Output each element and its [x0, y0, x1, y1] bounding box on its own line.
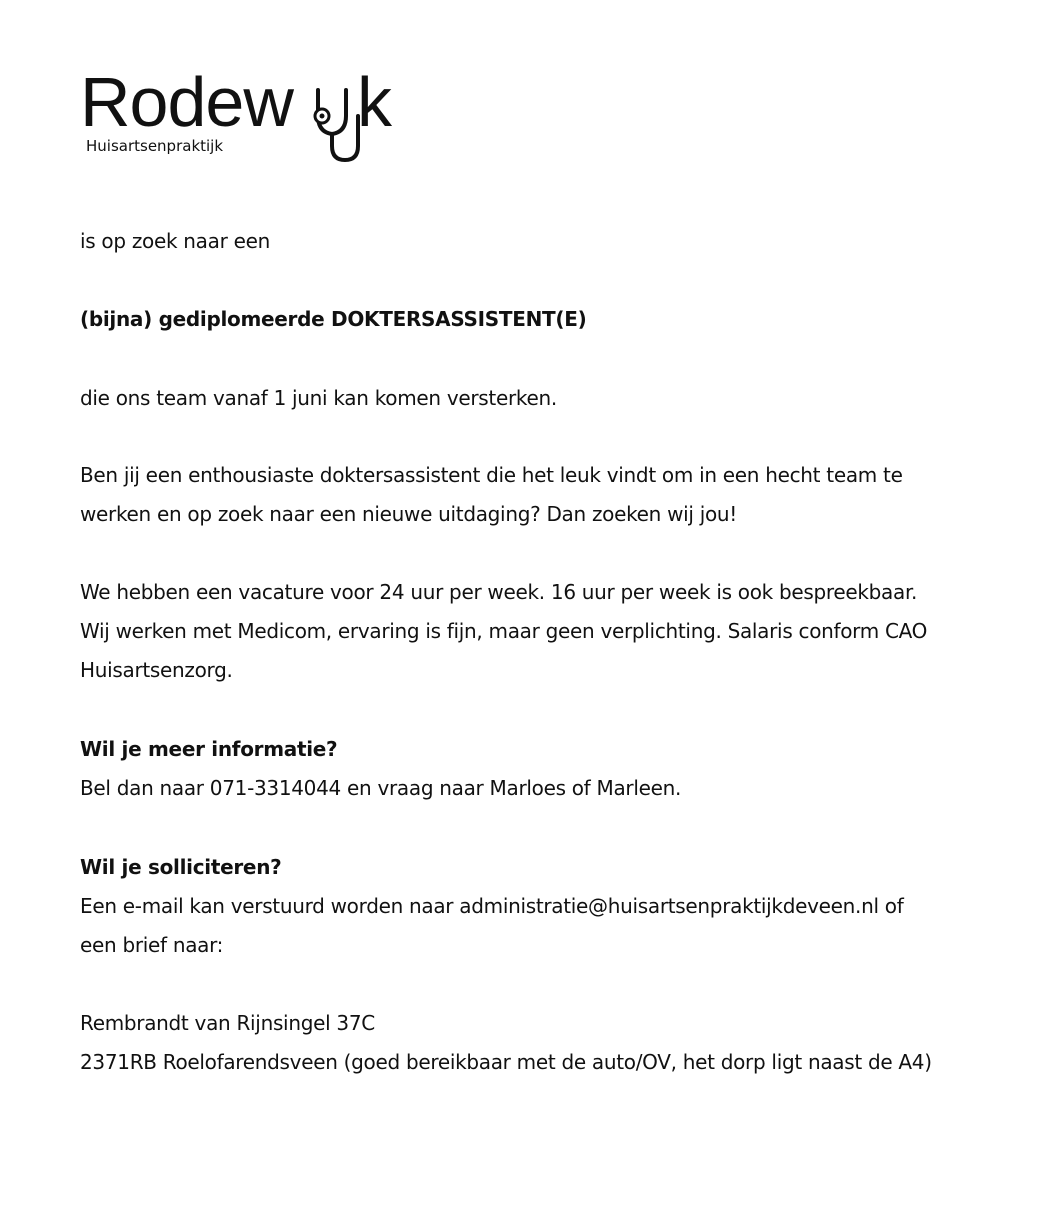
- job-title-line: (bijna) gediplomeerde DOKTERSASSISTENT(E): [80, 307, 587, 331]
- pitch-line: Ben jij een enthousiaste doktersassistent die het leuk vindt om in een hecht team te: [80, 463, 903, 487]
- apply-heading: Wil je solliciteren?: [80, 855, 282, 879]
- info-section: [80, 730, 1010, 808]
- intro-text: [80, 222, 1010, 261]
- intro-line: is op zoek naar een: [80, 229, 270, 253]
- apply-line: een brief naar:: [80, 933, 224, 957]
- apply-line: Een e-mail kan verstuurd worden naar administratie@huisartsenpraktijkdeveen.nl of: [80, 894, 904, 918]
- address-city: 2371RB Roelofarendsveen (goed bereikbaar met de auto/OV, het dorp ligt naast de A4): [80, 1050, 932, 1074]
- pitch-paragraph: [80, 456, 1010, 534]
- info-text: Bel dan naar 071-3314044 en vraag naar Marloes of Marleen.: [80, 776, 682, 800]
- details-line: Wij werken met Medicom, ervaring is fijn, maar geen verplichting. Salaris conform CAO: [80, 619, 928, 643]
- logo-subtitle: Huisartsenpraktijk: [86, 137, 224, 155]
- details-line: Huisartsenzorg.: [80, 658, 233, 682]
- info-heading: Wil je meer informatie?: [80, 737, 338, 761]
- start-date-line: die ons team vanaf 1 juni kan komen versterken.: [80, 386, 557, 410]
- details-line: We hebben een vacature voor 24 uur per week. 16 uur per week is ook bespreekbaar.: [80, 580, 918, 604]
- address-block: [80, 1004, 1010, 1082]
- logo-wordmark-right: k: [357, 63, 392, 141]
- apply-section: [80, 848, 1010, 965]
- practice-logo: [80, 62, 420, 172]
- pitch-line: werken en op zoek naar een nieuwe uitdaging? Dan zoeken wij jou!: [80, 502, 738, 526]
- start-date-text: [80, 379, 1010, 418]
- logo-wordmark-left: Rodew: [80, 63, 293, 141]
- job-title: [80, 300, 1010, 339]
- address-street: Rembrandt van Rijnsingel 37C: [80, 1011, 375, 1035]
- details-paragraph: [80, 573, 1010, 690]
